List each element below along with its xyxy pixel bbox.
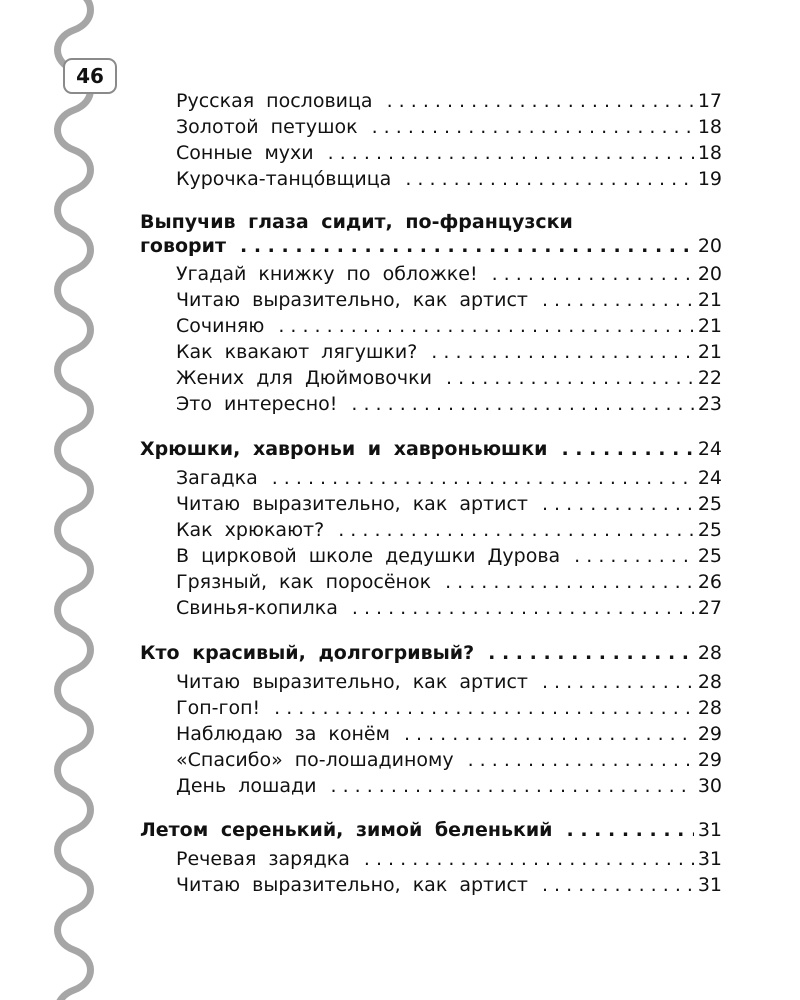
- toc-entry-title: Русская пословица: [176, 90, 373, 112]
- toc-entry-title: Речевая зарядка: [176, 848, 350, 870]
- dot-leader: [274, 696, 694, 720]
- toc-entry-page: 28: [697, 671, 722, 693]
- toc-entry-title: Курочка-танцо́вщица: [176, 168, 392, 190]
- toc-entry-title: Как хрюкают?: [176, 519, 325, 541]
- toc-entry-page: 31: [697, 848, 722, 870]
- toc-entry-page: 22: [697, 367, 722, 389]
- toc-entry[interactable]: [176, 89, 722, 113]
- toc-entry-page: 17: [697, 90, 722, 112]
- toc-entry-page: 25: [697, 493, 722, 515]
- toc-entry-title: Свинья-копилка: [176, 597, 338, 619]
- toc-entry-title: Читаю выразительно, как артист: [176, 289, 528, 311]
- dot-leader: [352, 596, 694, 620]
- page-number-badge: 46: [63, 58, 117, 94]
- toc-entry[interactable]: [176, 670, 722, 694]
- section-heading-title: Хрюшки, хавроньи и хавроньюшки: [140, 438, 548, 460]
- toc-entry-title: День лошади: [176, 775, 317, 797]
- toc-entry-page: 26: [697, 571, 722, 593]
- toc-entry-title: Гоп-гоп!: [176, 697, 261, 719]
- dot-leader: [330, 774, 693, 798]
- dot-leader: [272, 466, 694, 490]
- toc-entry-title: Жених для Дюймовочки: [176, 367, 432, 389]
- dot-leader: [431, 340, 694, 364]
- section-heading[interactable]: [140, 641, 722, 665]
- toc-entry[interactable]: [176, 392, 722, 416]
- toc-entry[interactable]: [176, 596, 722, 620]
- toc-entry[interactable]: [176, 748, 722, 772]
- toc-entry[interactable]: [176, 696, 722, 720]
- toc-entry-title: «Спасибо» по-лошадиному: [176, 749, 454, 771]
- toc-entry-page: 21: [697, 289, 722, 311]
- dot-leader: [542, 492, 694, 516]
- toc-entry-title: Загадка: [176, 467, 258, 489]
- dot-leader: [542, 288, 694, 312]
- toc-entry-title: Угадай книжку по обложке!: [176, 263, 478, 285]
- toc-entry-page: 24: [697, 467, 722, 489]
- dot-leader: [492, 262, 694, 286]
- toc-entry-title: Сочиняю: [176, 315, 265, 337]
- section-heading-title: Летом серенький, зимой беленький: [140, 819, 553, 841]
- section-heading-page: 28: [697, 642, 722, 664]
- toc-entry[interactable]: [176, 340, 722, 364]
- toc-entry-page: 29: [697, 749, 722, 771]
- toc-entry[interactable]: [176, 544, 722, 568]
- dot-leader: [240, 234, 694, 258]
- dot-leader: [328, 141, 694, 165]
- toc-entry[interactable]: [176, 167, 722, 191]
- toc-entry-page: 20: [697, 263, 722, 285]
- toc-entry-title: Читаю выразительно, как артист: [176, 671, 528, 693]
- toc-entry[interactable]: [176, 288, 722, 312]
- toc-entry-page: 21: [697, 315, 722, 337]
- dot-leader: [468, 748, 694, 772]
- toc-entry-title: В цирковой школе дедушки Дурова: [176, 545, 561, 567]
- dot-leader: [445, 570, 694, 594]
- toc-entry[interactable]: [176, 774, 722, 798]
- toc-entry-page: 31: [697, 874, 722, 896]
- section-heading[interactable]: [140, 437, 722, 461]
- dot-leader: [446, 366, 694, 390]
- dot-leader: [372, 115, 694, 139]
- toc-entry-page: 19: [697, 168, 722, 190]
- toc-entry-title: Наблюдаю за конём: [176, 723, 390, 745]
- dot-leader: [488, 641, 694, 665]
- toc-entry-page: 21: [697, 341, 722, 363]
- toc-entry[interactable]: [176, 847, 722, 871]
- toc-entry[interactable]: [176, 570, 722, 594]
- toc-entry-page: 25: [697, 545, 722, 567]
- dot-leader: [561, 437, 693, 461]
- toc-entry[interactable]: [176, 466, 722, 490]
- dot-leader: [387, 89, 694, 113]
- dot-leader: [351, 392, 693, 416]
- toc-entry-title: Золотой петушок: [176, 116, 358, 138]
- dot-leader: [542, 670, 694, 694]
- dot-leader: [338, 518, 694, 542]
- dot-leader: [404, 722, 694, 746]
- toc-entry-page: 18: [697, 116, 722, 138]
- toc-entry-title: Как квакают лягушки?: [176, 341, 418, 363]
- section-heading-page: 24: [697, 438, 722, 460]
- toc-entry-page: 28: [697, 697, 722, 719]
- section-heading[interactable]: [140, 234, 722, 258]
- dot-leader: [574, 544, 694, 568]
- toc-entry-title: Сонные мухи: [176, 142, 314, 164]
- section-heading-title: Кто красивый, долгогривый?: [140, 642, 475, 664]
- toc-entry[interactable]: [176, 722, 722, 746]
- toc-entry[interactable]: [176, 115, 722, 139]
- toc-entry[interactable]: [176, 262, 722, 286]
- toc-entry-page: 27: [697, 597, 722, 619]
- toc-entry-page: 18: [697, 142, 722, 164]
- toc-entry-page: 29: [697, 723, 722, 745]
- toc-entry[interactable]: [176, 492, 722, 516]
- dot-leader: [542, 873, 694, 897]
- toc-entry[interactable]: [176, 518, 722, 542]
- toc-entry-page: 30: [697, 775, 722, 797]
- toc-entry-title: Читаю выразительно, как артист: [176, 493, 528, 515]
- dot-leader: [364, 847, 694, 871]
- toc-entry[interactable]: [176, 366, 722, 390]
- dot-leader: [405, 167, 693, 191]
- toc-entry[interactable]: [176, 141, 722, 165]
- section-heading-title: говорит: [140, 235, 226, 257]
- section-heading[interactable]: [140, 818, 722, 842]
- section-heading-page: 20: [697, 235, 722, 257]
- section-heading-line1: Выпучив глаза сидит, по-французски: [140, 211, 573, 233]
- dot-leader: [567, 818, 694, 842]
- toc-entry-title: Грязный, как поросёнок: [176, 571, 432, 593]
- toc-entry-title: Читаю выразительно, как артист: [176, 874, 528, 896]
- toc-entry-page: 25: [697, 519, 722, 541]
- toc-entry-title: Это интересно!: [176, 393, 338, 415]
- toc-entry-page: 23: [697, 393, 722, 415]
- section-heading-page: 31: [697, 819, 722, 841]
- toc-entry[interactable]: [176, 873, 722, 897]
- dot-leader: [278, 314, 694, 338]
- toc-entry[interactable]: [176, 314, 722, 338]
